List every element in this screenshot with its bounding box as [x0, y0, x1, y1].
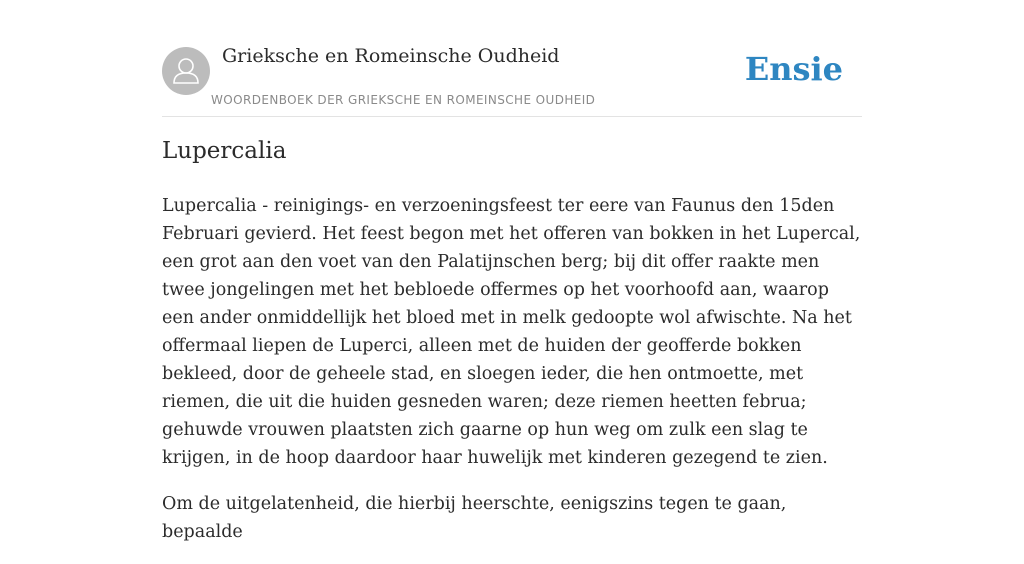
entry-paragraph: Om de uitgelatenheid, die hierbij heerschte, eenigszins tegen te gaan, bepaalde: [162, 494, 787, 542]
source-subtitle: WOORDENBOEK DER GRIEKSCHE EN ROMEINSCHE OUDHEID: [211, 93, 596, 107]
entry-title: Lupercalia: [162, 138, 287, 164]
avatar[interactable]: [162, 47, 210, 95]
entry-body: [162, 192, 862, 564]
source-header: [162, 40, 862, 117]
user-silhouette-icon: [162, 47, 210, 95]
ensie-logo[interactable]: Ensie: [744, 50, 843, 88]
source-title-link[interactable]: Grieksche en Romeinsche Oudheid: [222, 45, 560, 67]
entry-paragraph: Lupercalia - reinigings- en verzoeningsfeest ter eere van Faunus den 15den Februari gevierd. Het feest begon met het offeren van bokken in het Lupercal, een grot aan den voet van den Palatijnschen berg; bij dit offer raakte men twee jongelingen met het bebloede offermes op het voorhoofd aan, waarop een ander onmiddellijk het bloed met in melk gedoopte wol afwischte. Na het offermaal liepen de Luperci, alleen met de huiden der geofferde bokken bekleed, door de geheele stad, en sloegen ieder, die hen ontmoette, met riemen, die uit die huiden gesneden waren; deze riemen heetten februa; gehuwde vrouwen plaatsten zich gaarne op hun weg om zulk een slag te krijgen, in de hoop daardoor haar huwelijk met kinderen gezegend te zien.: [162, 196, 861, 468]
